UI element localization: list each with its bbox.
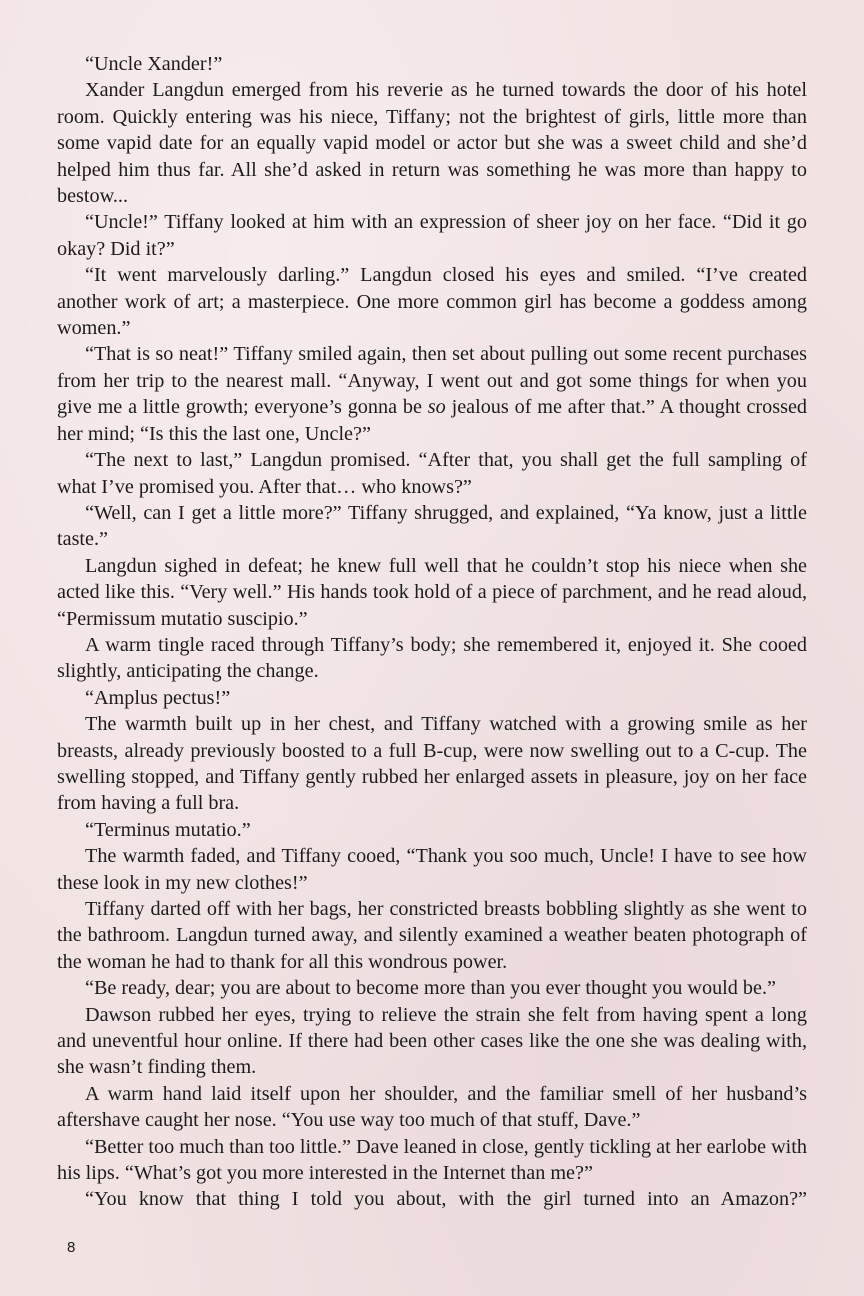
- paragraph: “It went marvelously darling.” Langdun closed his eyes and smiled. “I’ve created another work of art; a masterpiece. One more common girl has become a goddess among women.”: [57, 264, 807, 340]
- paragraph: “The next to last,” Langdun promised. “After that, you shall get the full sampling of what I’ve promised you. After that… who knows?”: [57, 449, 807, 498]
- paragraph: “Terminus mutatio.”: [85, 818, 251, 841]
- paragraph: “Be ready, dear; you are about to become more than you ever thought you would be.”: [85, 977, 776, 1000]
- paragraph: “You know that thing I told you about, with the girl turned into an Amazon?”: [85, 1188, 807, 1211]
- paragraph: Dawson rubbed her eyes, trying to relieve the strain she felt from having spent a long and uneventful hour online. If there had been other cases like the one she was dealing with, she wasn’t finding them.: [57, 1003, 807, 1079]
- paragraph: A warm hand laid itself upon her shoulder, and the familiar smell of her husband’s aftershave caught her nose. “You use way too much of that stuff, Dave.”: [57, 1082, 807, 1132]
- paragraph: Tiffany darted off with her bags, her constricted breasts bobbling slightly as she went to the bathroom. Langdun turned away, and silently examined a weather beaten photograph of the woman he had to thank for all this wondrous power.: [57, 898, 807, 973]
- paragraph: “Uncle Xander!”: [85, 53, 223, 75]
- paragraph: The warmth built up in her chest, and Tiffany watched with a growing smile as her breasts, already previously boosted to a full B-cup, were now swelling out to a C-cup. The swelling stopped, and Tiffany gently rubbed her enlarged assets in pleasure, joy on her face from having a full bra.: [57, 713, 807, 815]
- paragraph: “Uncle!” Tiffany looked at him with an expression of sheer joy on her face. “Did it go okay? Did it?”: [57, 211, 807, 260]
- paragraph: The warmth faded, and Tiffany cooed, “Thank you soo much, Uncle! I have to see how these look in my new clothes!”: [57, 845, 807, 894]
- page-number: 8: [67, 1239, 76, 1256]
- paragraph: A warm tingle raced through Tiffany’s body; she remembered it, enjoyed it. She cooed slightly, anticipating the change.: [57, 633, 807, 683]
- paragraph: Xander Langdun emerged from his reverie as he turned towards the door of his hotel room. Quickly entering was his niece, Tiffany; not the brightest of girls, little more than some vapid date for an equally vapid model or actor but she was a sweet child and she’d helped him thus far. All she’d asked in return was something he was more than happy to bestow...: [57, 79, 807, 208]
- paragraph: “Amplus pectus!”: [85, 686, 231, 709]
- paragraph: [57, 341, 807, 447]
- page-body: [57, 51, 807, 1213]
- paragraph: “Better too much than too little.” Dave leaned in close, gently tickling at her earlobe with his lips. “What’s got you more interested in the Internet than me?”: [57, 1135, 807, 1185]
- paragraph: “Well, can I get a little more?” Tiffany shrugged, and explained, “Ya know, just a little taste.”: [57, 501, 807, 551]
- emphasis-text: so: [427, 396, 446, 419]
- paragraph-text: jealous of me after that.” A thought crossed her mind; “Is this the last one, Uncle?”: [57, 396, 807, 445]
- paragraph: Langdun sighed in defeat; he knew full well that he couldn’t stop his niece when she acted like this. “Very well.” His hands took hold of a piece of parchment, and he read aloud, “Permissum mutatio suscipio.”: [57, 554, 807, 630]
- paragraph-text: “That is so neat!” Tiffany smiled again, then set about pulling out some recent purchases from her trip to the nearest mall. “Anyway, I went out and got some things for when you give me a little growth; everyone’s gonna be: [57, 343, 807, 419]
